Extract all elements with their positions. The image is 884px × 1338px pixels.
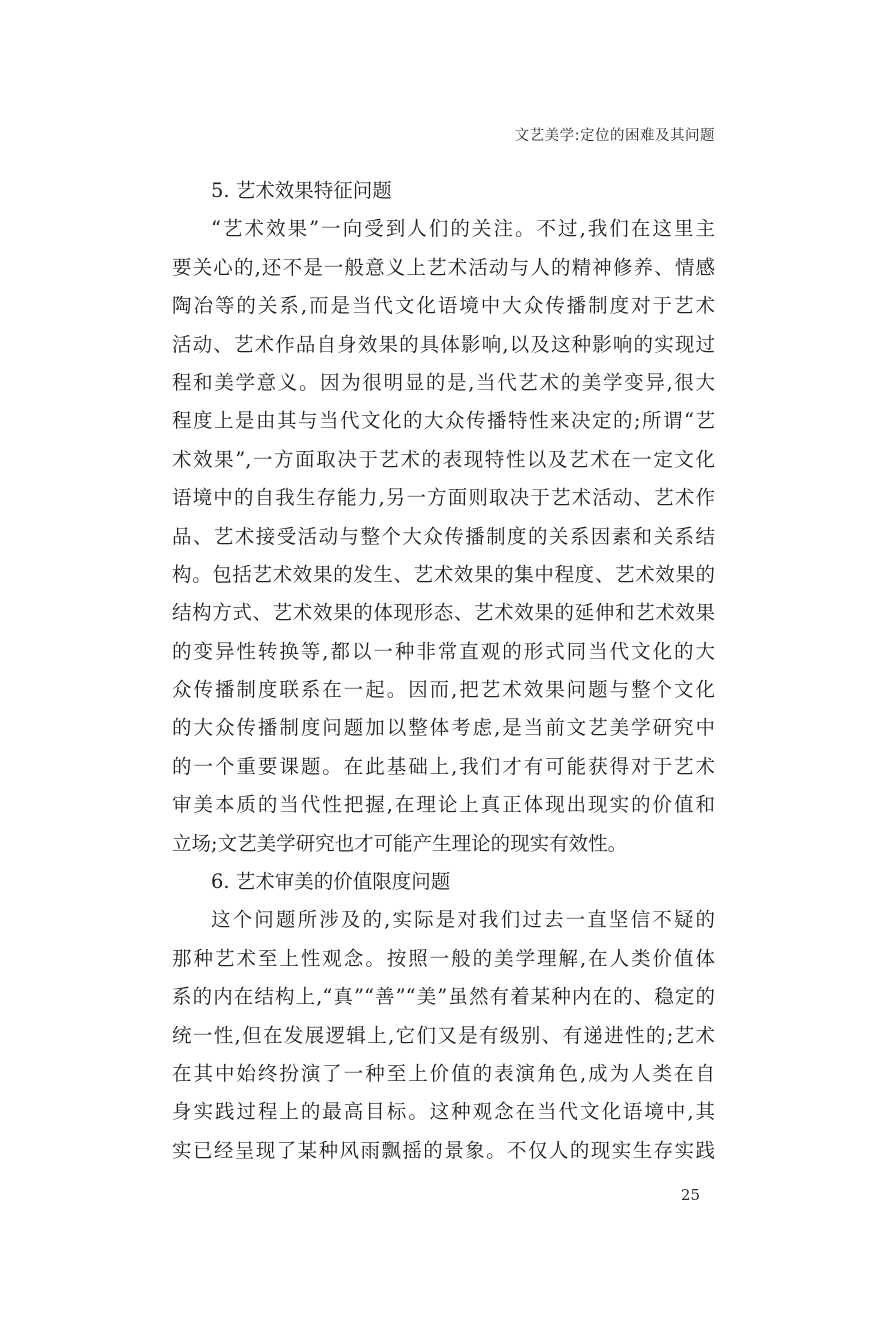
text-line: 活动、艺术作品自身效果的具体影响,以及这种影响的实现过	[172, 332, 715, 356]
running-header: 文艺美学:定位的困难及其问题	[514, 128, 715, 144]
text-line: 的变异性转换等,都以一种非常直观的形式同当代文化的大	[172, 639, 715, 663]
text-line: 系的内在结构上,“真”“善”“美”虽然有着某种内在的、稳定的	[172, 985, 715, 1009]
text-line: 构。包括艺术效果的发生、艺术效果的集中程度、艺术效果的	[172, 562, 715, 586]
text-line: 品、艺术接受活动与整个大众传播制度的关系因素和关系结	[172, 524, 715, 548]
text-line: 程和美学意义。因为很明显的是,当代艺术的美学变异,很大	[172, 370, 715, 394]
text-line: 的一个重要课题。在此基础上,我们才有可能获得对于艺术	[172, 754, 715, 778]
page-number: 25	[680, 1186, 700, 1204]
text-line: 术效果”,一方面取决于艺术的表现特性以及艺术在一定文化	[172, 447, 715, 471]
section-heading-5: 5. 艺术效果特征问题	[211, 179, 392, 202]
text-line: “艺术效果”一向受到人们的关注。不过,我们在这里主	[211, 217, 715, 241]
text-line: 统一性,但在发展逻辑上,它们又是有级别、有递进性的;艺术	[172, 1023, 715, 1047]
text-line: 立场;文艺美学研究也才可能产生理论的现实有效性。	[172, 831, 628, 855]
text-line: 身实践过程上的最高目标。这种观念在当代文化语境中,其	[172, 1100, 715, 1124]
text-line: 语境中的自我生存能力,另一方面则取决于艺术活动、艺术作	[172, 486, 715, 510]
text-line: 审美本质的当代性把握,在理论上真正体现出现实的价值和	[172, 793, 715, 817]
text-line: 的大众传播制度问题加以整体考虑,是当前文艺美学研究中	[172, 716, 715, 740]
section-heading-6: 6. 艺术审美的价值限度问题	[211, 870, 451, 894]
body-text	[172, 172, 715, 1170]
text-line: 陶冶等的关系,而是当代文化语境中大众传播制度对于艺术	[172, 294, 715, 318]
text-line: 程度上是由其与当代文化的大众传播特性来决定的;所谓“艺	[172, 409, 715, 433]
text-line: 那种艺术至上性观念。按照一般的美学理解,在人类价值体	[172, 946, 715, 970]
text-line: 实已经呈现了某种风雨飘摇的景象。不仅人的现实生存实践	[172, 1138, 715, 1162]
text-line: 众传播制度联系在一起。因而,把艺术效果问题与整个文化	[172, 678, 715, 702]
text-line: 结构方式、艺术效果的体现形态、艺术效果的延伸和艺术效果	[172, 601, 715, 625]
text-line: 这个问题所涉及的,实际是对我们过去一直坚信不疑的	[211, 908, 715, 932]
text-line: 在其中始终扮演了一种至上价值的表演角色,成为人类在自	[172, 1061, 715, 1085]
text-line: 要关心的,还不是一般意义上艺术活动与人的精神修养、情感	[172, 255, 715, 279]
